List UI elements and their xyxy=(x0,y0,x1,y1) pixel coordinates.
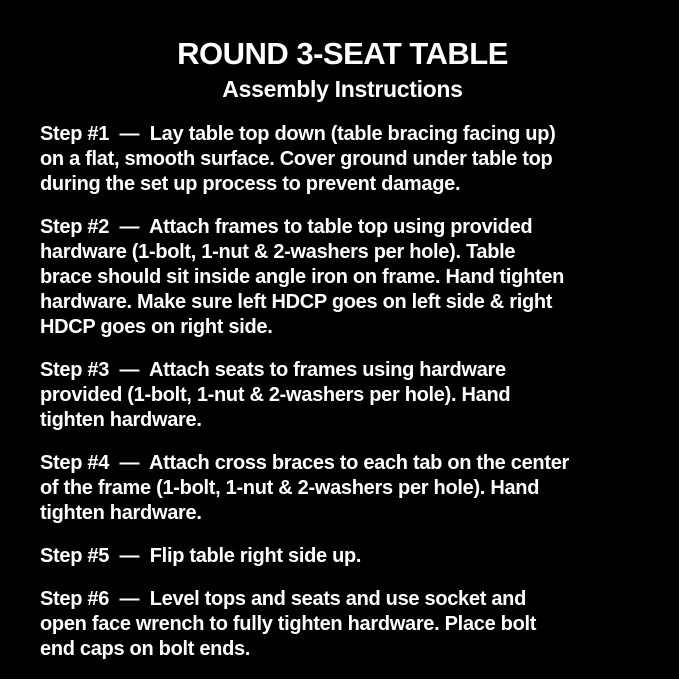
step-3 xyxy=(40,358,651,433)
step-line: end caps on bolt ends. xyxy=(40,638,251,660)
step-line: hardware. Make sure left HDCP goes on left side & right xyxy=(40,291,553,313)
step-5 xyxy=(40,544,651,569)
step-line: tighten hardware. xyxy=(40,409,202,431)
step-6 xyxy=(40,587,651,662)
step-line: during the set up process to prevent damage. xyxy=(40,173,461,195)
step-line: provided (1-bolt, 1-nut & 2-washers per hole). Hand xyxy=(40,384,511,406)
step-line: Step #6 — Level tops and seats and use socket and xyxy=(40,588,526,610)
step-line: open face wrench to fully tighten hardware. Place bolt xyxy=(40,613,537,635)
step-2 xyxy=(40,215,651,340)
step-line: Step #2 — Attach frames to table top using provided xyxy=(40,216,533,238)
header xyxy=(34,34,651,104)
step-line: HDCP goes on right side. xyxy=(40,316,273,338)
step-line: Step #1 — Lay table top down (table bracing facing up) xyxy=(40,123,556,145)
step-line: tighten hardware. xyxy=(40,502,202,524)
step-line: on a flat, smooth surface. Cover ground under table top xyxy=(40,148,553,170)
step-line: hardware (1-bolt, 1-nut & 2-washers per hole). Table xyxy=(40,241,516,263)
page-title: ROUND 3-SEAT TABLE xyxy=(177,36,508,71)
step-line: Step #5 — Flip table right side up. xyxy=(40,545,362,567)
page-subtitle: Assembly Instructions xyxy=(222,76,463,102)
step-4 xyxy=(40,451,651,526)
step-line: brace should sit inside angle iron on frame. Hand tighten xyxy=(40,266,565,288)
step-1 xyxy=(40,122,651,197)
step-line: Step #3 — Attach seats to frames using hardware xyxy=(40,359,506,381)
step-line: of the frame (1-bolt, 1-nut & 2-washers per hole). Hand xyxy=(40,477,540,499)
steps-list xyxy=(40,122,651,662)
step-line: Step #4 — Attach cross braces to each tab on the center xyxy=(40,452,569,474)
